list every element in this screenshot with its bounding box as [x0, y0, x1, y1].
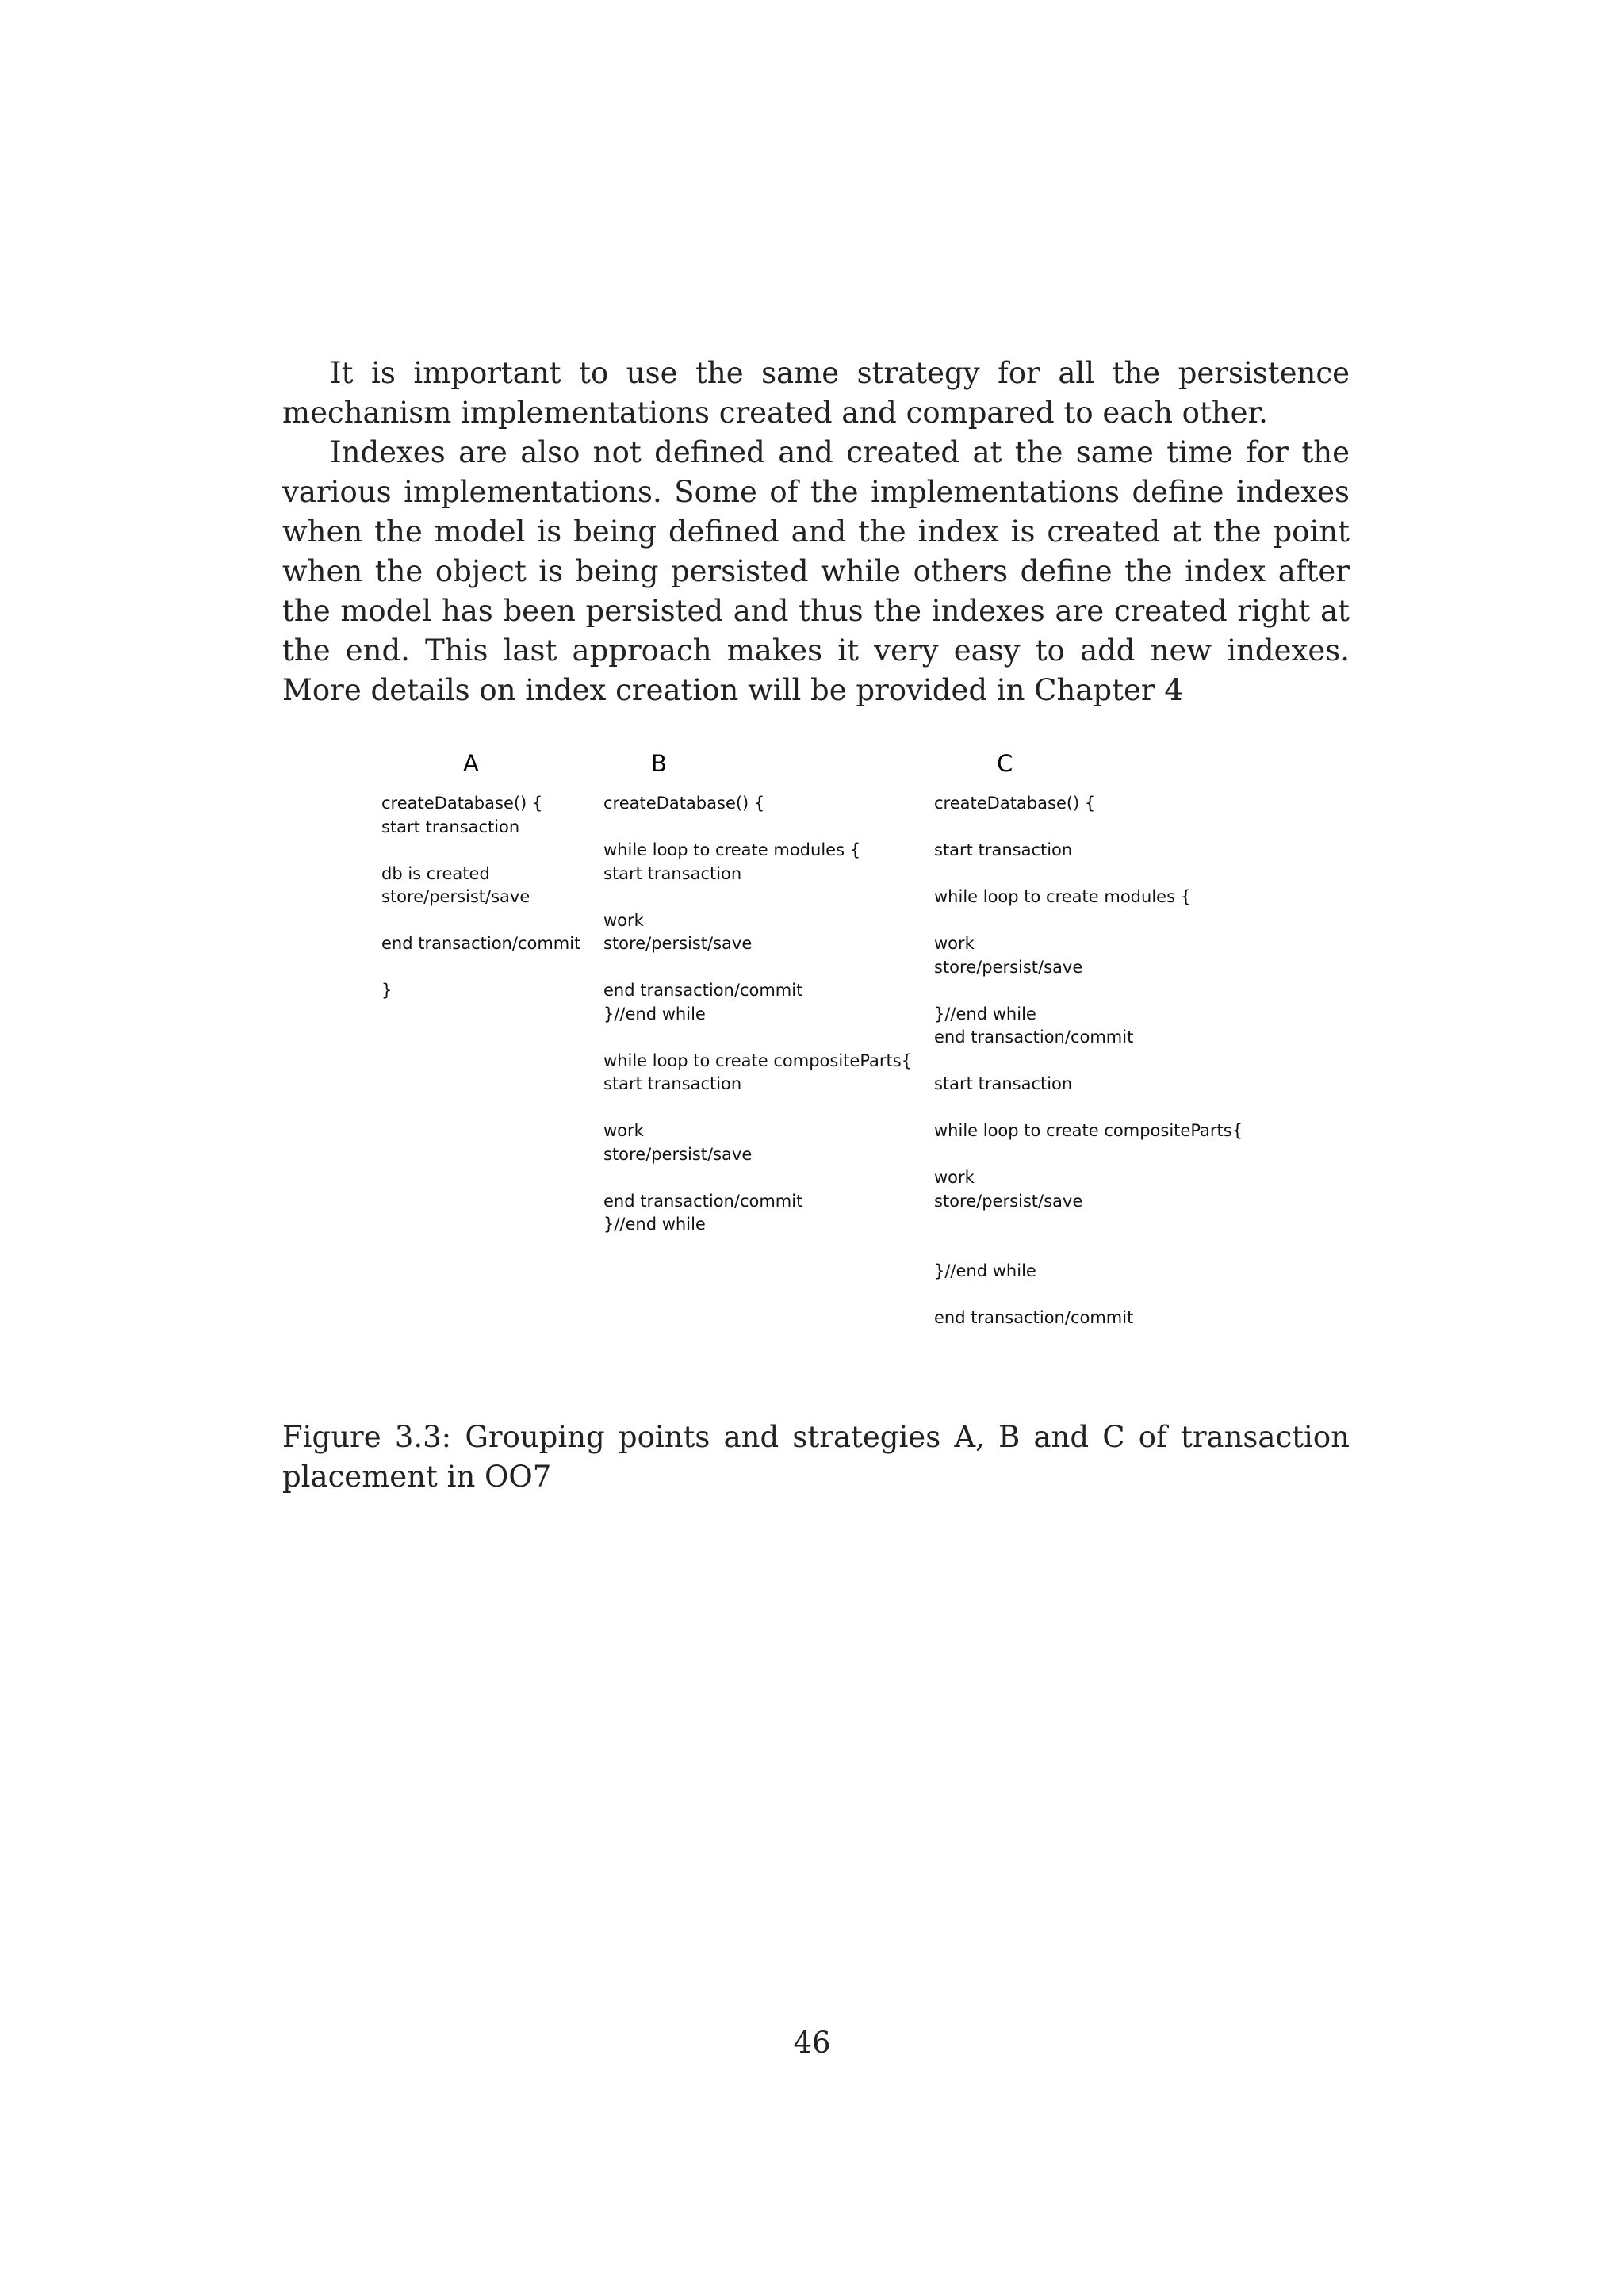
blank-line [934, 979, 1243, 1003]
code-line: while loop to create modules { [934, 887, 1192, 906]
blank-line [934, 816, 1243, 840]
blank-line [934, 909, 1243, 933]
blank-line [934, 1284, 1243, 1307]
strategy-a-pseudocode [381, 792, 580, 1003]
blank-line [934, 863, 1243, 886]
strategy-c-pseudocode [934, 792, 1243, 1330]
code-line: store/persist/save [603, 934, 753, 953]
code-line: end transaction/commit [934, 1027, 1134, 1047]
code-line: start transaction [603, 863, 742, 883]
code-line: store/persist/save [934, 1191, 1083, 1211]
blank-line [603, 1096, 912, 1120]
strategy-b-pseudocode [603, 792, 912, 1237]
code-line: start transaction [381, 817, 520, 836]
blank-line [381, 839, 580, 863]
blank-line [934, 1096, 1243, 1120]
code-line: end transaction/commit [603, 1191, 803, 1211]
blank-line [603, 816, 912, 840]
blank-line [603, 1026, 912, 1050]
column-heading-b: B [651, 750, 667, 777]
figure-caption: Figure 3.3: Grouping points and strategies A, B and C of transaction placement in OO7 [282, 1420, 1350, 1494]
code-line: end transaction/commit [381, 934, 581, 953]
code-line: createDatabase() { [934, 794, 1096, 813]
code-line: work [603, 1121, 644, 1140]
code-line: }//end while [603, 1215, 706, 1234]
code-line: store/persist/save [934, 957, 1083, 977]
code-line: createDatabase() { [603, 794, 765, 813]
code-line: end transaction/commit [934, 1308, 1134, 1327]
code-line: }//end while [934, 1004, 1036, 1024]
blank-line [603, 1166, 912, 1190]
code-line: createDatabase() { [381, 794, 543, 813]
code-line: while loop to create compositeParts{ [934, 1121, 1243, 1140]
code-line: }//end while [603, 1004, 706, 1024]
blank-line [381, 956, 580, 980]
code-line: start transaction [603, 1074, 742, 1093]
code-line: work [934, 1168, 975, 1187]
code-line: } [381, 981, 393, 1000]
blank-line [934, 1143, 1243, 1167]
code-line: work [603, 910, 644, 930]
code-line: start transaction [934, 1074, 1073, 1093]
code-line: end transaction/commit [603, 981, 803, 1000]
body-text [282, 354, 1350, 710]
blank-line [603, 956, 912, 980]
code-line: while loop to create modules { [603, 840, 861, 859]
code-line: store/persist/save [603, 1144, 753, 1164]
paragraph: Indexes are also not defined and created at the same time for the various implementations. Some of the implementations define indexes when the model is being defined and the index is created at the point when the object is being persisted while others define the index after the model has been persisted and thus the indexes are created right at the end. This last approach makes it very easy to add new indexes. More details on index creation will be provided in Chapter 4 [282, 435, 1350, 707]
code-line: work [934, 934, 975, 953]
code-line: start transaction [934, 840, 1073, 859]
code-line: }//end while [934, 1261, 1036, 1280]
blank-line [603, 886, 912, 909]
paragraph: It is important to use the same strategy for all the persistence mechanism implementations created and compared to each other. [282, 356, 1350, 430]
blank-line [934, 1213, 1243, 1237]
code-line: db is created [381, 863, 490, 883]
column-heading-a: A [463, 750, 479, 777]
code-line: while loop to create compositeParts{ [603, 1050, 913, 1070]
blank-line [934, 1237, 1243, 1261]
page-number: 46 [793, 2026, 831, 2060]
blank-line [934, 1050, 1243, 1073]
blank-line [381, 909, 580, 933]
column-heading-c: C [997, 750, 1013, 777]
code-line: store/persist/save [381, 887, 530, 906]
